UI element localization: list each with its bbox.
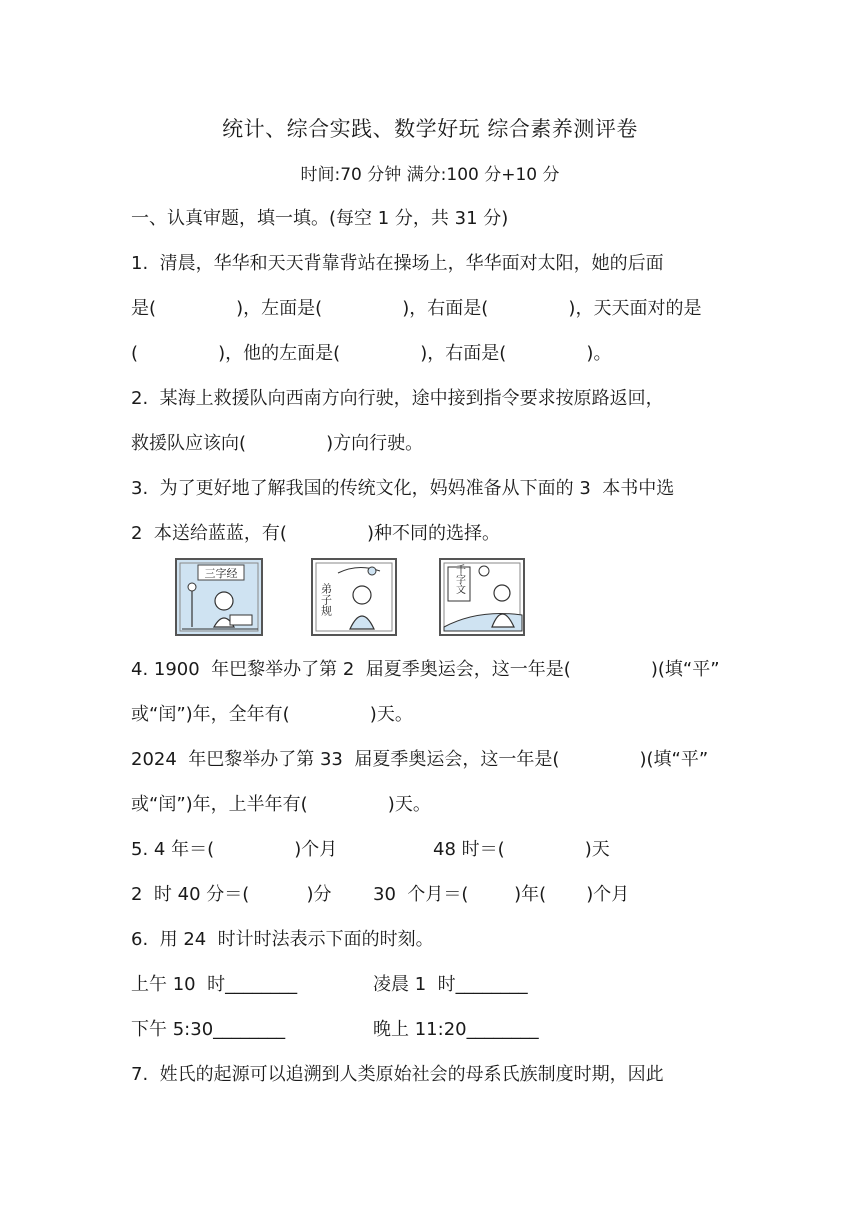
question-4-line-1: 4. 1900 年巴黎举办了第 2 届夏季奥运会，这一年是( )(填“平” bbox=[131, 659, 720, 680]
question-5-item-a: 5. 4 年＝( )个月 bbox=[131, 839, 338, 860]
question-1-line-2: 是( )，左面是( )，右面是( )，天天面对的是 bbox=[131, 298, 702, 319]
question-3-line-2: 2 本送给蓝蓝，有( )种不同的选择。 bbox=[131, 523, 501, 544]
question-4-line-3: 2024 年巴黎举办了第 33 届夏季奥运会，这一年是( )(填“平” bbox=[131, 749, 709, 770]
book-sanzijing bbox=[174, 557, 266, 639]
book-images bbox=[0, 557, 860, 643]
question-3-line-1: 3. 为了更好地了解我国的传统文化，妈妈准备从下面的 3 本书中选 bbox=[131, 478, 675, 499]
question-6-item-b: 凌晨 1 时________ bbox=[373, 974, 528, 995]
book-qianziwen bbox=[438, 557, 528, 639]
book-dizigui bbox=[310, 557, 400, 639]
question-6-item-d: 晚上 11:20________ bbox=[373, 1019, 539, 1040]
book-dizigui-title: 弟子规 bbox=[319, 583, 333, 616]
question-5-item-b: 48 时＝( )天 bbox=[433, 839, 610, 860]
question-1-line-1: 1. 清晨，华华和天天背靠背站在操场上，华华面对太阳，她的后面 bbox=[131, 253, 664, 274]
question-4-line-2: 或“闰”)年，全年有( )天。 bbox=[131, 704, 413, 725]
question-2-line-1: 2. 某海上救援队向西南方向行驶，途中接到指令要求按原路返回， bbox=[131, 388, 664, 409]
question-6-line-1: 6. 用 24 时计时法表示下面的时刻。 bbox=[131, 929, 434, 950]
exam-time-score: 时间:70 分钟 满分:100 分+10 分 bbox=[300, 165, 560, 185]
question-6-item-a: 上午 10 时________ bbox=[131, 974, 298, 995]
question-1-line-3: ( )，他的左面是( )，右面是( )。 bbox=[131, 343, 612, 364]
question-2-line-2: 救援队应该向( )方向行驶。 bbox=[131, 433, 424, 454]
question-7-line-1: 7. 姓氏的起源可以追溯到人类原始社会的母系氏族制度时期，因此 bbox=[131, 1064, 664, 1085]
question-6-item-c: 下午 5:30________ bbox=[131, 1019, 286, 1040]
question-4-line-4: 或“闰”)年，上半年有( )天。 bbox=[131, 794, 431, 815]
section-heading: 一、认真审题，填一填。(每空 1 分，共 31 分) bbox=[131, 208, 509, 229]
book-sanzijing-title: 三字经 bbox=[204, 567, 238, 580]
question-5-item-c: 2 时 40 分＝( )分 bbox=[131, 884, 332, 905]
question-5-item-d: 30 个月＝( )年( )个月 bbox=[373, 884, 630, 905]
book-qianziwen-title: 千字文 bbox=[453, 564, 465, 594]
page-title: 统计、综合实践、数学好玩 综合素养测评卷 bbox=[222, 117, 638, 141]
